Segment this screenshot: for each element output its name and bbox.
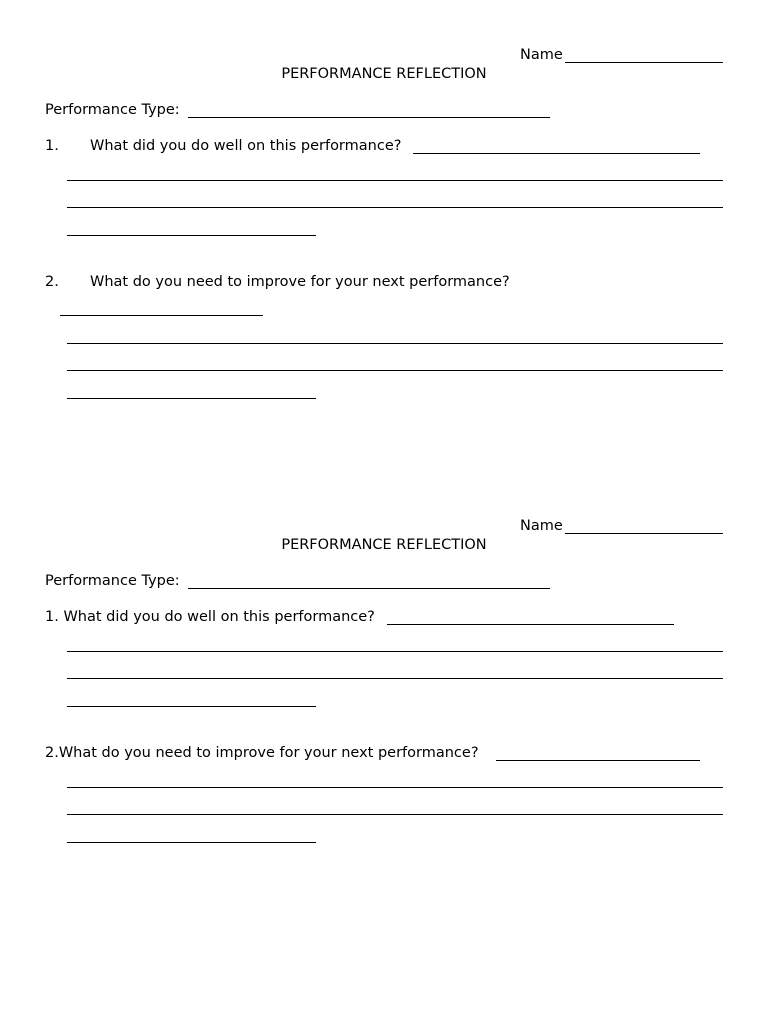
question-1-answer-line[interactable] xyxy=(67,706,316,707)
question-1-answer-line[interactable] xyxy=(413,153,700,154)
performance-type-answer-line[interactable] xyxy=(188,117,550,118)
question-2-text: 2.What do you need to improve for your next performance? xyxy=(45,745,479,761)
performance-type-label: Performance Type: xyxy=(45,102,180,118)
question-1-answer-line[interactable] xyxy=(67,651,723,652)
question-2-answer-line[interactable] xyxy=(67,814,723,815)
question-1-answer-line[interactable] xyxy=(67,678,723,679)
question-2-answer-line[interactable] xyxy=(60,315,263,316)
form-title: PERFORMANCE REFLECTION xyxy=(281,537,487,553)
name-label: Name xyxy=(520,47,563,63)
question-2-answer-line[interactable] xyxy=(67,343,723,344)
name-label: Name xyxy=(520,518,563,534)
question-2-answer-line[interactable] xyxy=(67,398,316,399)
question-1-answer-line[interactable] xyxy=(67,235,316,236)
question-1-number: 1. xyxy=(45,138,59,154)
question-1-answer-line[interactable] xyxy=(67,207,723,208)
question-2-answer-line[interactable] xyxy=(67,787,723,788)
question-1-text: What did you do well on this performance? xyxy=(90,138,402,154)
question-2-text: What do you need to improve for your next performance? xyxy=(90,274,510,290)
question-1-answer-line[interactable] xyxy=(387,624,674,625)
question-1-text: 1. What did you do well on this performance? xyxy=(45,609,375,625)
performance-type-label: Performance Type: xyxy=(45,573,180,589)
form-title: PERFORMANCE REFLECTION xyxy=(281,66,487,82)
question-2-answer-line[interactable] xyxy=(67,370,723,371)
question-2-answer-line[interactable] xyxy=(496,760,700,761)
name-answer-line[interactable] xyxy=(565,533,723,534)
name-answer-line[interactable] xyxy=(565,62,723,63)
question-2-answer-line[interactable] xyxy=(67,842,316,843)
question-2-number: 2. xyxy=(45,274,59,290)
performance-type-answer-line[interactable] xyxy=(188,588,550,589)
question-1-answer-line[interactable] xyxy=(67,180,723,181)
